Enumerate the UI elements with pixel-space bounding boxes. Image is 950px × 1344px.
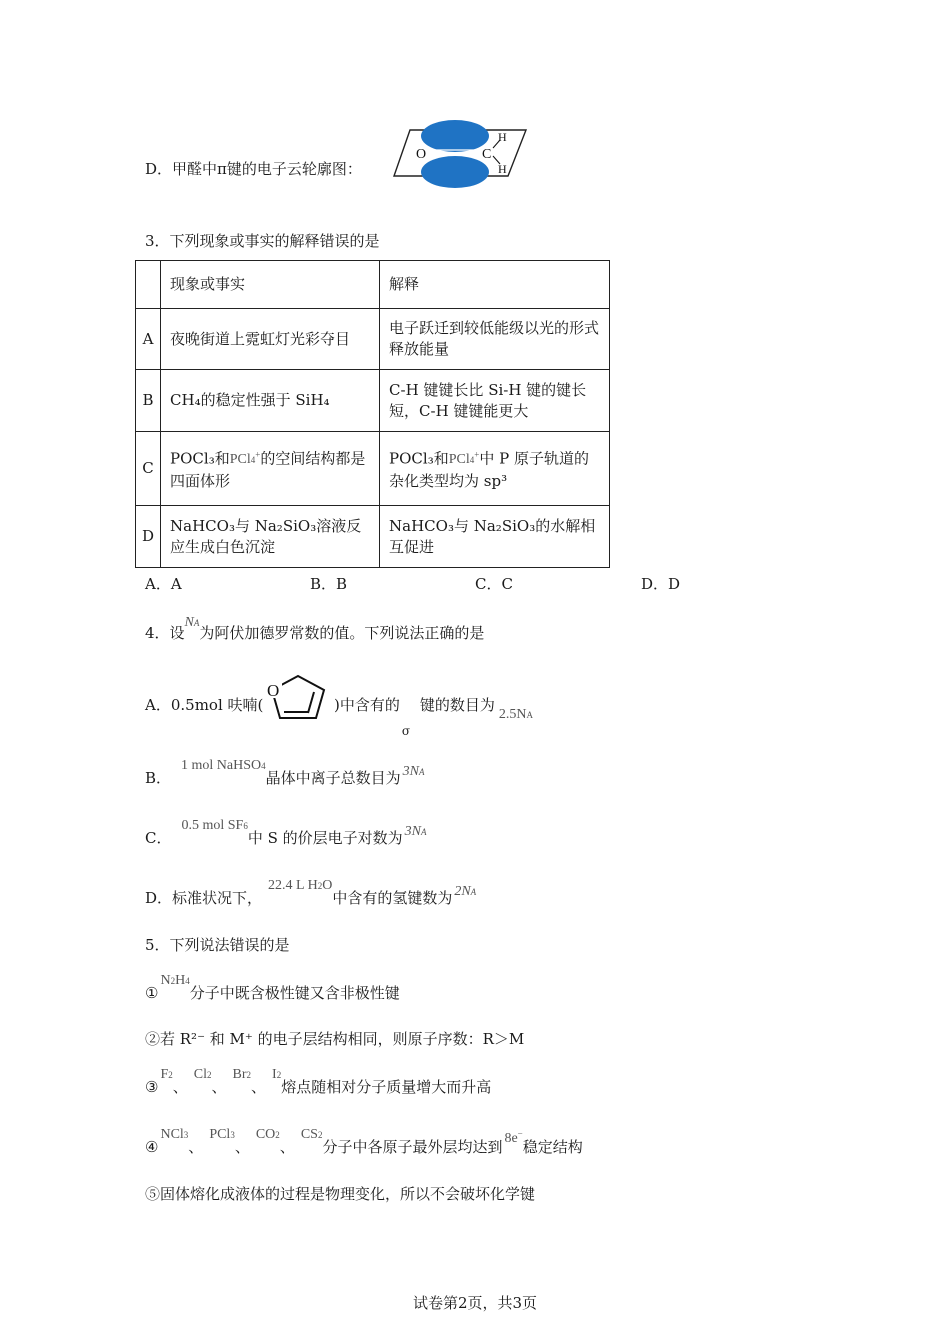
q4-option-a-rest: )中含有的 σ 键的数目为2.5NA	[334, 696, 533, 738]
row-explanation: NaHCO₃与 Na₂SiO₃的水解相互促进	[380, 506, 610, 568]
q4-option-b: B．1 mol NaHSO4晶体中离子总数目为 3NA	[145, 758, 425, 787]
row-label: C	[136, 432, 161, 506]
row-phenomenon: POCl₃和PCl4+的空间结构都是四面体形	[161, 432, 380, 506]
svg-text:O: O	[267, 681, 280, 700]
svg-text:C: C	[482, 147, 492, 162]
q3-option-d: D．D	[641, 575, 681, 593]
q5-item-1: ①N2H4分子中既含极性键又含非极性键	[145, 973, 400, 1002]
table-row	[136, 309, 610, 370]
q3-option-c: C．C	[475, 575, 513, 593]
q3-stem: 3．下列现象或事实的解释错误的是	[145, 232, 380, 250]
q2-option-d: D．甲醛中π键的电子云轮廓图：	[145, 160, 362, 178]
q3-option-a: A．A	[145, 575, 182, 593]
q5-item-3: ③F2、Cl2、Br2、I2熔点随相对分子质量增大而升高	[145, 1067, 492, 1096]
table-row	[136, 370, 610, 432]
row-phenomenon: NaHCO₃与 Na₂SiO₃溶液反应生成白色沉淀	[161, 506, 380, 568]
table-row	[136, 432, 610, 506]
row-label: B	[136, 370, 161, 432]
row-explanation: POCl₃和PCl4+中 P 原子轨道的杂化类型均为 sp³	[380, 432, 610, 506]
row-label: D	[136, 506, 161, 568]
header-phenomenon: 现象或事实	[161, 261, 380, 309]
row-label: A	[136, 309, 161, 370]
row-phenomenon: CH₄的稳定性强于 SiH₄	[161, 370, 380, 432]
q5-item-4: ④NCl3、PCl3、CO2、CS2分子中各原子最外层均达到 8e−稳定结构	[145, 1127, 583, 1156]
q4-option-c: C．0.5 mol SF6中 S 的价层电子对数为 3NA	[145, 818, 427, 847]
svg-text:O: O	[416, 147, 427, 162]
pcl4-plus-formula: PCl4+	[229, 449, 261, 468]
table-row	[136, 506, 610, 568]
q5-stem: 5．下列说法错误的是	[145, 936, 290, 954]
q5-item-5: ⑤固体熔化成液体的过程是物理变化，所以不会破坏化学键	[145, 1185, 536, 1203]
q3-option-b: B．B	[310, 575, 348, 593]
q4-option-d: D．标准状况下，22.4 L H2O中含有的氢键数为 2NA	[145, 878, 477, 907]
na-symbol: NA	[184, 615, 200, 630]
furan-structure-icon	[262, 668, 334, 726]
table-row	[136, 261, 610, 309]
q4-stem: 4．设NA为阿伏加德罗常数的值。下列说法正确的是	[145, 615, 485, 642]
q4-option-a: A．0.5mol 呋喃(	[145, 696, 264, 714]
svg-text:H: H	[498, 162, 507, 176]
header-explanation: 解释	[380, 261, 610, 309]
row-explanation: 电子跃迁到较低能级以光的形式释放能量	[380, 309, 610, 370]
q5-item-2: ②若 R²⁻ 和 M⁺ 的电子层结构相同，则原子序数：R＞M	[145, 1030, 525, 1048]
row-phenomenon: 夜晚街道上霓虹灯光彩夺目	[161, 309, 380, 370]
row-explanation: C-H 键键长比 Si-H 键的键长短，C-H 键键能更大	[380, 370, 610, 432]
svg-text:H: H	[498, 130, 507, 144]
pcl4-plus-formula: PCl4+	[448, 449, 480, 468]
sigma-symbol: σ	[401, 724, 411, 738]
q3-table	[135, 260, 610, 568]
pi-bond-electron-cloud-icon	[392, 118, 528, 190]
page-footer: 试卷第2页，共3页	[412, 1294, 538, 1312]
